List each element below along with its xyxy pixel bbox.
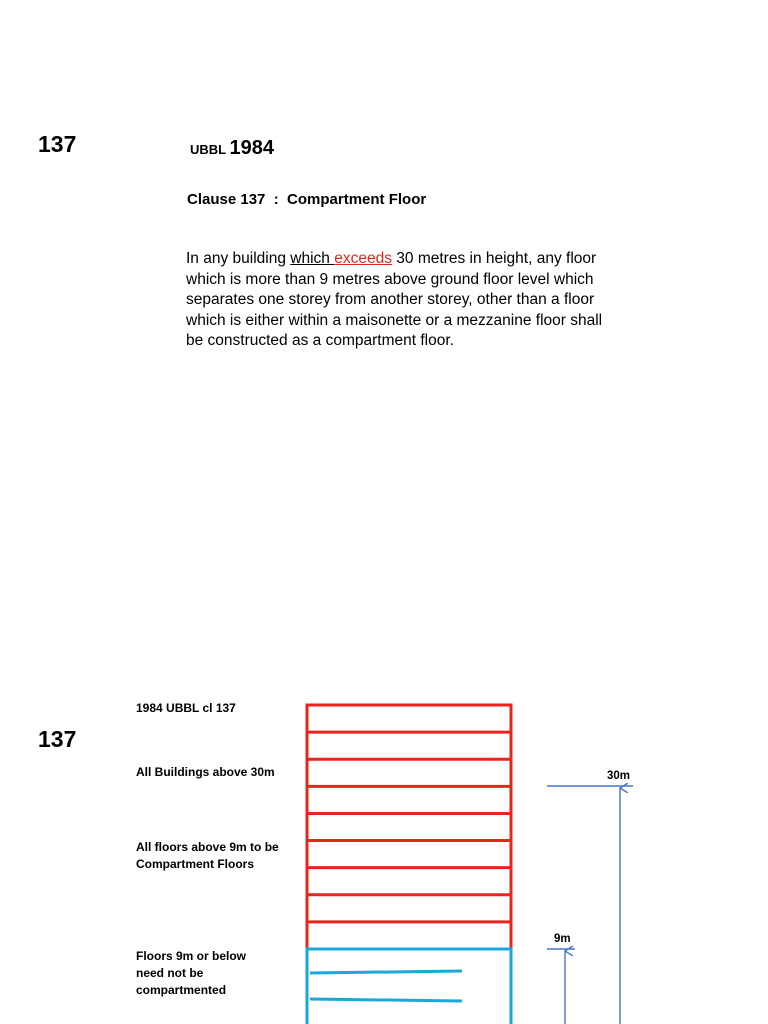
label-9m: 9m [554,933,571,945]
compartment-floors-section [307,705,511,949]
label-30m: 30m [607,770,631,782]
para-after: 30 metres in height, any floor which is more than 9 metres above ground floor level which separates one storey from another storey, other than a floor which is either within a maisonette or a mezzanine floor shall be constructed as a compartment floor. [186,250,603,350]
slide1-number: 137 [38,131,77,157]
ubbl-year: 1984 [229,137,274,159]
note3-line1: Floors 9m or below [136,949,247,963]
para-exceeds: exceeds [334,250,392,267]
ubbl-prefix: UBBL [190,142,226,157]
lower-floor-line-2 [310,999,462,1001]
diagram-heading: 1984 UBBL cl 137 [136,701,236,715]
lower-floors-section [307,949,511,1024]
note2-line1: All floors above 9m to be [136,840,279,854]
slide2-number: 137 [38,726,77,752]
note3-line3: compartmented [136,983,227,997]
para-before: In any building [186,250,291,267]
clause-title: Clause 137 : Compartment Floor [187,191,427,208]
note-buildings-above-30m: All Buildings above 30m [136,765,275,779]
para-which: which [290,250,330,267]
lower-floor-line-1 [310,971,462,973]
note2-line2: Compartment Floors [136,857,255,871]
compartment-outline [307,705,511,949]
note3-line2: need not be [136,966,204,980]
